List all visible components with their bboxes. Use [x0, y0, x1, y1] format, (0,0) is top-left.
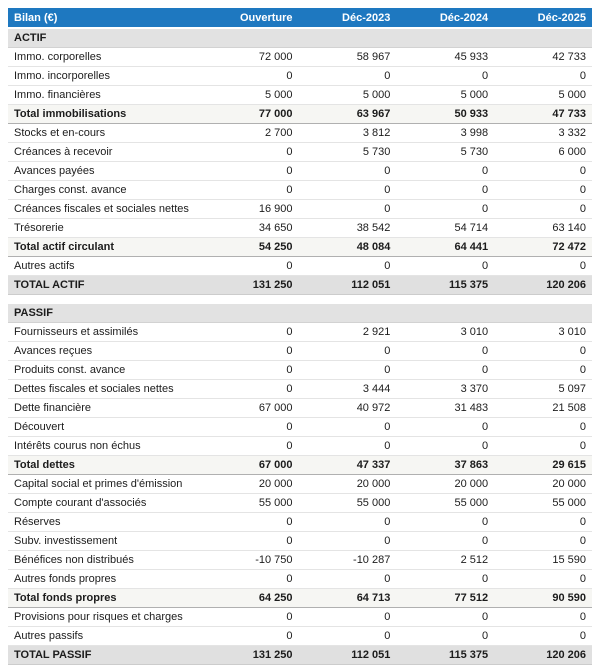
- value-cell: 0: [299, 200, 397, 219]
- value-cell: 40 972: [299, 398, 397, 417]
- value-cell: 0: [299, 512, 397, 531]
- value-cell: 16 900: [201, 200, 299, 219]
- value-cell: 112 051: [299, 645, 397, 664]
- value-cell: 0: [494, 162, 592, 181]
- grandtotal-table-row: [8, 276, 592, 295]
- value-cell: 55 000: [201, 493, 299, 512]
- value-cell: -10 750: [201, 550, 299, 569]
- table-body: [8, 28, 592, 664]
- value-cell: 0: [201, 257, 299, 276]
- value-cell: 0: [494, 257, 592, 276]
- value-cell: 131 250: [201, 276, 299, 295]
- value-cell: 77 000: [201, 105, 299, 124]
- value-cell: 120 206: [494, 276, 592, 295]
- value-cell: 0: [396, 626, 494, 645]
- table-row: [8, 417, 592, 436]
- row-label: Autres actifs: [8, 257, 201, 276]
- value-cell: 0: [396, 360, 494, 379]
- value-cell: 42 733: [494, 48, 592, 67]
- table-row: [8, 67, 592, 86]
- value-cell: 72 000: [201, 48, 299, 67]
- value-cell: 0: [494, 360, 592, 379]
- value-cell: 3 998: [396, 124, 494, 143]
- value-cell: 55 000: [494, 493, 592, 512]
- row-label: Trésorerie: [8, 219, 201, 238]
- row-label: Découvert: [8, 417, 201, 436]
- value-cell: 0: [299, 436, 397, 455]
- value-cell: 3 444: [299, 379, 397, 398]
- value-cell: 5 097: [494, 379, 592, 398]
- row-label: Compte courant d'associés: [8, 493, 201, 512]
- value-cell: 37 863: [396, 455, 494, 474]
- value-cell: 3 370: [396, 379, 494, 398]
- value-cell: 47 733: [494, 105, 592, 124]
- value-cell: 0: [299, 360, 397, 379]
- table-row: [8, 341, 592, 360]
- value-cell: 5 000: [396, 86, 494, 105]
- value-cell: 0: [299, 626, 397, 645]
- value-cell: 20 000: [299, 474, 397, 493]
- value-cell: 0: [299, 417, 397, 436]
- row-label: Provisions pour risques et charges: [8, 607, 201, 626]
- value-cell: 67 000: [201, 455, 299, 474]
- header-row: [8, 8, 592, 28]
- value-cell: 5 000: [494, 86, 592, 105]
- value-cell: 0: [201, 322, 299, 341]
- column-header-period: Déc-2023: [299, 8, 397, 28]
- row-label: Subv. investissement: [8, 531, 201, 550]
- value-cell: 0: [201, 143, 299, 162]
- value-cell: 0: [494, 417, 592, 436]
- row-label: Total actif circulant: [8, 238, 201, 257]
- row-label: Total immobilisations: [8, 105, 201, 124]
- subtotal-table-row: [8, 455, 592, 474]
- table-row: [8, 398, 592, 417]
- value-cell: 0: [201, 360, 299, 379]
- table-row: [8, 550, 592, 569]
- value-cell: 54 250: [201, 238, 299, 257]
- row-label: Capital social et primes d'émission: [8, 474, 201, 493]
- table-row: [8, 531, 592, 550]
- row-label: Avances reçues: [8, 341, 201, 360]
- value-cell: 0: [299, 607, 397, 626]
- value-cell: 0: [396, 67, 494, 86]
- value-cell: 0: [494, 569, 592, 588]
- value-cell: 55 000: [299, 493, 397, 512]
- value-cell: 2 700: [201, 124, 299, 143]
- row-label: Autres fonds propres: [8, 569, 201, 588]
- column-header-period: Ouverture: [201, 8, 299, 28]
- table-row: [8, 162, 592, 181]
- table-row: [8, 360, 592, 379]
- value-cell: 20 000: [494, 474, 592, 493]
- table-row: [8, 379, 592, 398]
- value-cell: 47 337: [299, 455, 397, 474]
- row-label: Autres passifs: [8, 626, 201, 645]
- table-row: [8, 512, 592, 531]
- value-cell: 15 590: [494, 550, 592, 569]
- value-cell: 5 000: [299, 86, 397, 105]
- value-cell: 64 250: [201, 588, 299, 607]
- row-label: Total fonds propres: [8, 588, 201, 607]
- value-cell: 21 508: [494, 398, 592, 417]
- value-cell: 0: [201, 607, 299, 626]
- row-label: Total dettes: [8, 455, 201, 474]
- value-cell: 3 010: [396, 322, 494, 341]
- value-cell: 131 250: [201, 645, 299, 664]
- value-cell: 0: [396, 200, 494, 219]
- table-row: [8, 607, 592, 626]
- value-cell: 0: [494, 512, 592, 531]
- value-cell: 67 000: [201, 398, 299, 417]
- table-row: [8, 48, 592, 67]
- value-cell: 0: [201, 379, 299, 398]
- value-cell: 0: [396, 341, 494, 360]
- value-cell: 115 375: [396, 276, 494, 295]
- value-cell: 0: [299, 341, 397, 360]
- value-cell: 54 714: [396, 219, 494, 238]
- table-row: [8, 200, 592, 219]
- row-label: Immo. corporelles: [8, 48, 201, 67]
- section-gap: [8, 295, 592, 304]
- value-cell: 0: [396, 436, 494, 455]
- value-cell: 64 441: [396, 238, 494, 257]
- value-cell: 0: [201, 341, 299, 360]
- value-cell: 58 967: [299, 48, 397, 67]
- subtotal-table-row: [8, 105, 592, 124]
- value-cell: 0: [396, 417, 494, 436]
- value-cell: 55 000: [396, 493, 494, 512]
- value-cell: 6 000: [494, 143, 592, 162]
- table-row: [8, 436, 592, 455]
- table-row: [8, 143, 592, 162]
- value-cell: 0: [299, 569, 397, 588]
- table-row: [8, 322, 592, 341]
- table-row: [8, 181, 592, 200]
- value-cell: 31 483: [396, 398, 494, 417]
- section-label: ACTIF: [8, 28, 592, 48]
- value-cell: -10 287: [299, 550, 397, 569]
- value-cell: 0: [494, 200, 592, 219]
- value-cell: 0: [396, 512, 494, 531]
- value-cell: 115 375: [396, 645, 494, 664]
- value-cell: 63 140: [494, 219, 592, 238]
- value-cell: 20 000: [396, 474, 494, 493]
- section-row: [8, 304, 592, 323]
- value-cell: 0: [201, 162, 299, 181]
- value-cell: 63 967: [299, 105, 397, 124]
- value-cell: 0: [201, 436, 299, 455]
- value-cell: 0: [396, 181, 494, 200]
- row-label: Fournisseurs et assimilés: [8, 322, 201, 341]
- value-cell: 2 512: [396, 550, 494, 569]
- value-cell: 0: [201, 531, 299, 550]
- value-cell: 0: [201, 512, 299, 531]
- section-gap-cell: [8, 295, 592, 304]
- table-row: [8, 219, 592, 238]
- value-cell: 29 615: [494, 455, 592, 474]
- value-cell: 0: [201, 569, 299, 588]
- grandtotal-table-row: [8, 645, 592, 664]
- row-label: TOTAL ACTIF: [8, 276, 201, 295]
- table-row: [8, 474, 592, 493]
- value-cell: 0: [299, 181, 397, 200]
- value-cell: 0: [299, 531, 397, 550]
- row-label: Immo. incorporelles: [8, 67, 201, 86]
- value-cell: 3 812: [299, 124, 397, 143]
- subtotal-table-row: [8, 238, 592, 257]
- row-label: Produits const. avance: [8, 360, 201, 379]
- value-cell: 0: [201, 181, 299, 200]
- section-row: [8, 28, 592, 48]
- value-cell: 0: [396, 531, 494, 550]
- value-cell: 0: [396, 257, 494, 276]
- value-cell: 0: [299, 162, 397, 181]
- section-label: PASSIF: [8, 304, 592, 323]
- value-cell: 120 206: [494, 645, 592, 664]
- table-row: [8, 86, 592, 105]
- row-label: TOTAL PASSIF: [8, 645, 201, 664]
- value-cell: 20 000: [201, 474, 299, 493]
- value-cell: 0: [494, 67, 592, 86]
- value-cell: 3 010: [494, 322, 592, 341]
- value-cell: 0: [494, 181, 592, 200]
- balance-sheet-table: [8, 8, 592, 665]
- value-cell: 0: [396, 569, 494, 588]
- value-cell: 2 921: [299, 322, 397, 341]
- value-cell: 0: [201, 417, 299, 436]
- row-label: Intérêts courus non échus: [8, 436, 201, 455]
- value-cell: 0: [494, 341, 592, 360]
- row-label: Stocks et en-cours: [8, 124, 201, 143]
- row-label: Immo. financières: [8, 86, 201, 105]
- table-row: [8, 569, 592, 588]
- value-cell: 0: [494, 607, 592, 626]
- value-cell: 50 933: [396, 105, 494, 124]
- value-cell: 90 590: [494, 588, 592, 607]
- row-label: Charges const. avance: [8, 181, 201, 200]
- value-cell: 0: [494, 531, 592, 550]
- column-header-bilan: Bilan (€): [8, 8, 201, 28]
- value-cell: 77 512: [396, 588, 494, 607]
- value-cell: 0: [494, 626, 592, 645]
- value-cell: 0: [299, 257, 397, 276]
- column-header-period: Déc-2024: [396, 8, 494, 28]
- table-row: [8, 257, 592, 276]
- value-cell: 48 084: [299, 238, 397, 257]
- value-cell: 0: [299, 67, 397, 86]
- row-label: Bénéfices non distribués: [8, 550, 201, 569]
- table-row: [8, 626, 592, 645]
- value-cell: 0: [201, 67, 299, 86]
- value-cell: 0: [201, 626, 299, 645]
- row-label: Dettes fiscales et sociales nettes: [8, 379, 201, 398]
- value-cell: 5 000: [201, 86, 299, 105]
- value-cell: 0: [396, 607, 494, 626]
- row-label: Réserves: [8, 512, 201, 531]
- row-label: Dette financière: [8, 398, 201, 417]
- value-cell: 0: [494, 436, 592, 455]
- value-cell: 38 542: [299, 219, 397, 238]
- value-cell: 3 332: [494, 124, 592, 143]
- value-cell: 64 713: [299, 588, 397, 607]
- value-cell: 72 472: [494, 238, 592, 257]
- value-cell: 0: [396, 162, 494, 181]
- value-cell: 45 933: [396, 48, 494, 67]
- subtotal-table-row: [8, 588, 592, 607]
- value-cell: 5 730: [396, 143, 494, 162]
- value-cell: 112 051: [299, 276, 397, 295]
- column-header-period: Déc-2025: [494, 8, 592, 28]
- table-row: [8, 493, 592, 512]
- value-cell: 5 730: [299, 143, 397, 162]
- row-label: Créances fiscales et sociales nettes: [8, 200, 201, 219]
- row-label: Avances payées: [8, 162, 201, 181]
- row-label: Créances à recevoir: [8, 143, 201, 162]
- table-row: [8, 124, 592, 143]
- value-cell: 34 650: [201, 219, 299, 238]
